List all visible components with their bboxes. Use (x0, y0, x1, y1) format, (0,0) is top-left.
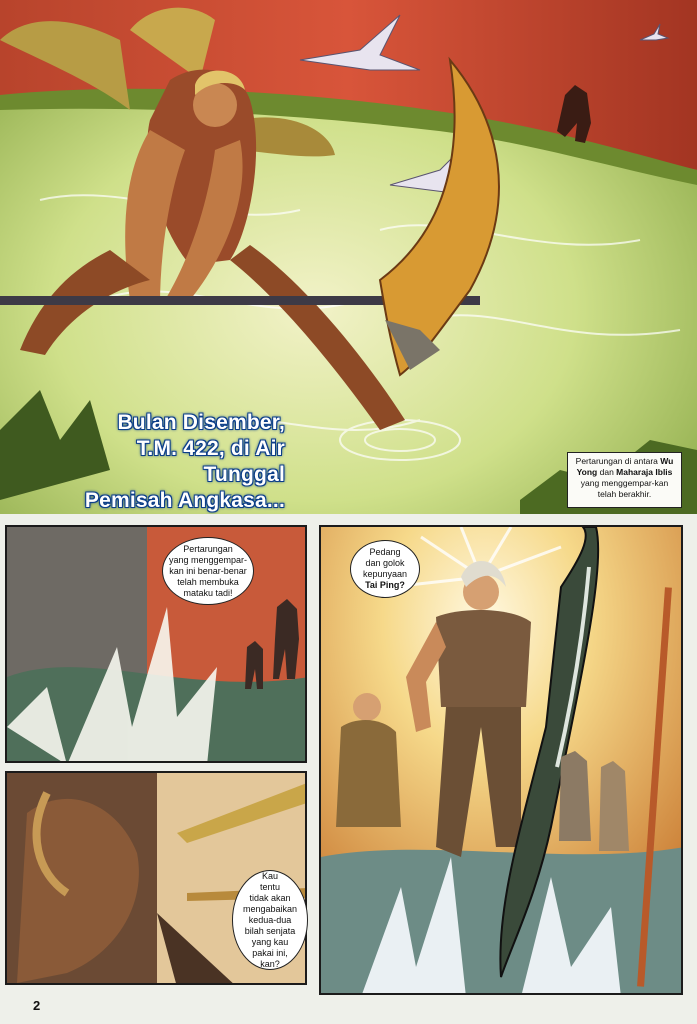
caption-line: Pemisah Angkasa... (84, 489, 285, 512)
speech-bubble-hero: Pedang dan golok kepunyaan Tai Ping? (350, 540, 420, 598)
hero-illustration (321, 527, 683, 995)
caption-line: T.M. 422, di Air Tunggal (136, 437, 285, 486)
speech-bubble-splash: Pertarungan yang menggempar- kan ini benar-benar telah membuka mataku tadi! (162, 537, 254, 605)
page-number: 2 (33, 998, 41, 1013)
splash-illustration (7, 527, 307, 763)
splash-panel (5, 525, 307, 763)
info-box: Pertarungan di antara Wu Yong dan Maharaja Iblis yang menggempar-kan telah berakhir. (567, 452, 682, 508)
narration-caption (50, 410, 285, 514)
speech-bubble-hands: Kau tentu tidak akan mengabaikan kedua-dua bilah senjata yang kau pakai ini, kan? (232, 870, 308, 970)
caption-line: Bulan Disember, (117, 411, 285, 434)
